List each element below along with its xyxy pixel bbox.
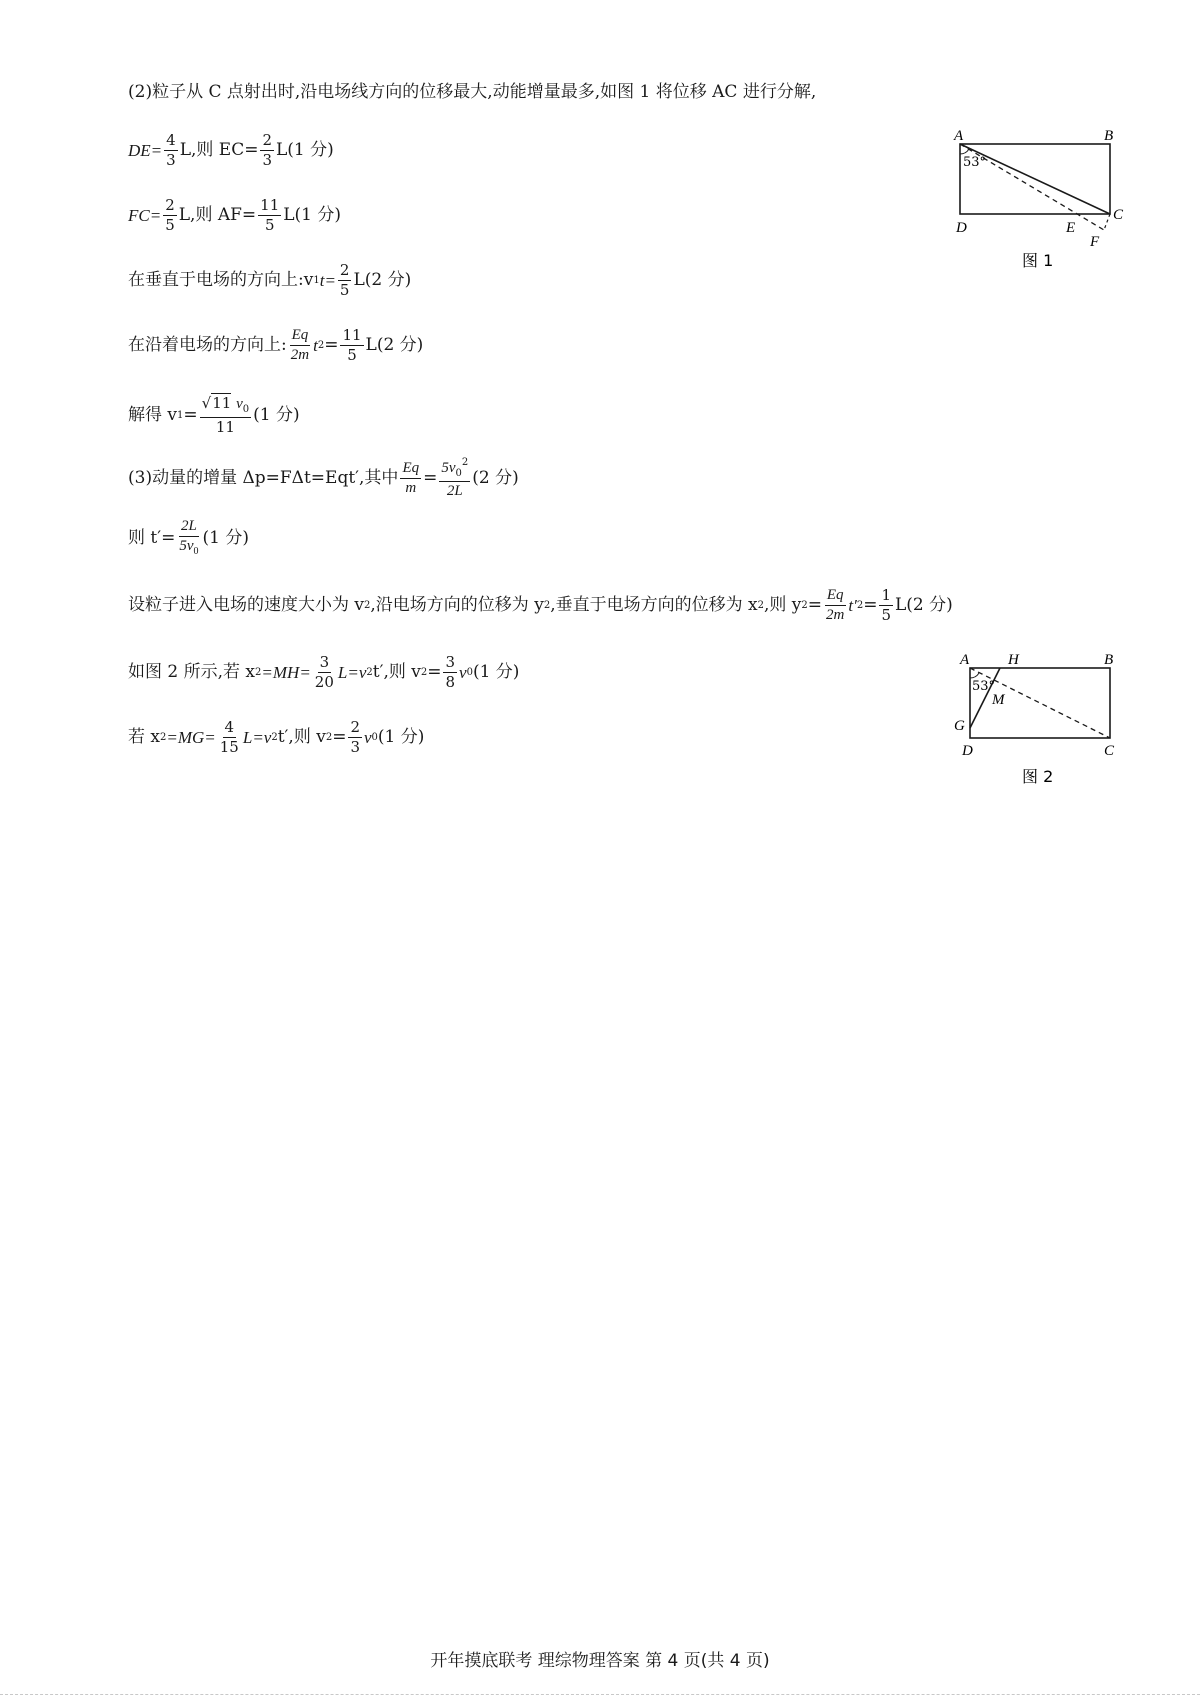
fraction: $\frac{3}{8}$ [445, 653, 456, 691]
equation-t-prime: 则 t′= $\frac{2L}{5v_0}$ (1 分) [128, 518, 249, 557]
label-h: H [1008, 652, 1019, 668]
fraction: $\frac{5v_0^2}{2L}$ [441, 457, 469, 499]
fraction: $\frac{11}{5}$ [342, 326, 362, 364]
label-f: F [1090, 234, 1100, 250]
fraction: $\frac{4}{3}$ [166, 131, 176, 169]
label-c: C [1104, 743, 1115, 759]
angle-label: 53° [963, 155, 987, 170]
label-g: G [954, 718, 965, 734]
fraction: $\frac{2L}{5v_0}$ [179, 518, 199, 557]
equation-case-mg: 若 x 2 =MG= $\frac{4}{15}$ L=v 2 t′,则 v 2 = $\frac{2}{3}$ v 0 (1 分) [128, 718, 425, 756]
fraction: $\frac{3}{20}$ [314, 653, 334, 691]
fraction: $\frac{Eq}{m}$ [402, 460, 420, 496]
fraction: $\frac{1}{5}$ [881, 586, 891, 624]
page-footer: 开年摸底联考 理综物理答案 第 4 页(共 4 页) [430, 1651, 770, 1671]
bottom-divider [0, 1694, 1200, 1695]
figure-2-diagram [944, 648, 1124, 788]
angle-arc [970, 673, 979, 678]
figure-2-caption: 图 2 [1022, 767, 1054, 786]
fraction: $\frac{Eq}{2m}$ [826, 587, 845, 623]
equation-solve-v1: 解得 v 1 = $\frac{√11 v_0}{11}$ (1 分) [128, 394, 300, 436]
line-cf-dashed [1104, 214, 1110, 230]
fraction: $\frac{√11 v_0}{11}$ [201, 394, 250, 436]
figure-1-caption: 图 1 [1022, 251, 1054, 270]
solution-part-2-intro: (2)粒子从 C 点射出时,沿电场线方向的位移最大,动能增量最多,如图 1 将位移 AC 进行分解, [128, 82, 817, 102]
fraction: $\frac{2}{3}$ [262, 131, 272, 169]
angle-label: 53° [972, 679, 996, 694]
fraction: $\frac{2}{5}$ [339, 261, 350, 299]
label-a: A [954, 128, 964, 144]
equation-momentum: (3)动量的增量 Δp=FΔt=Eqt′,其中 $\frac{Eq}{m}$ = $\frac{5v_0^2}{2L}$ (2 分) [128, 457, 519, 499]
label-c: C [1113, 207, 1124, 223]
label-b: B [1104, 128, 1114, 144]
label-m: M [992, 692, 1005, 708]
fraction: $\frac{2}{5}$ [165, 196, 175, 234]
label-a: A [960, 652, 970, 668]
equation-perpendicular: 在垂直于电场的方向上:v 1 t= $\frac{2}{5}$ L(2 分) [128, 261, 412, 299]
equation-y2: 设粒子进入电场的速度大小为 v 2 ,沿电场方向的位移为 y 2 ,垂直于电场方向的位移为 x 2 ,则 y 2 = $\frac{Eq}{2m}$ t′ 2 = $\frac{1}{5}$ L(2 分) [128, 586, 953, 624]
fraction: $\frac{Eq}{2m}$ [290, 327, 310, 363]
equation-along-field: 在沿着电场的方向上: $\frac{Eq}{2m}$ t 2 = $\frac{11}{5}$ L(2 分) [128, 326, 424, 364]
label-e: E [1066, 220, 1076, 236]
fraction: $\frac{4}{15}$ [219, 718, 239, 756]
angle-arc [960, 149, 969, 154]
equation-de-ec: DE= $\frac{4}{3}$ L,则 EC= $\frac{2}{3}$ L(1 分) [128, 131, 334, 169]
label-d: D [956, 220, 967, 236]
equation-fc-af: FC= $\frac{2}{5}$ L,则 AF= $\frac{11}{5}$ L(1 分) [128, 196, 342, 234]
fraction: $\frac{11}{5}$ [260, 196, 280, 234]
label-b: B [1104, 652, 1114, 668]
label-d: D [962, 743, 973, 759]
equation-case-mh: 如图 2 所示,若 x 2 =MH= $\frac{3}{20}$ L=v 2 t′,则 v 2 = $\frac{3}{8}$ v 0 (1 分) [128, 653, 520, 691]
fraction: $\frac{2}{3}$ [350, 718, 360, 756]
figure-1-diagram [944, 122, 1124, 272]
